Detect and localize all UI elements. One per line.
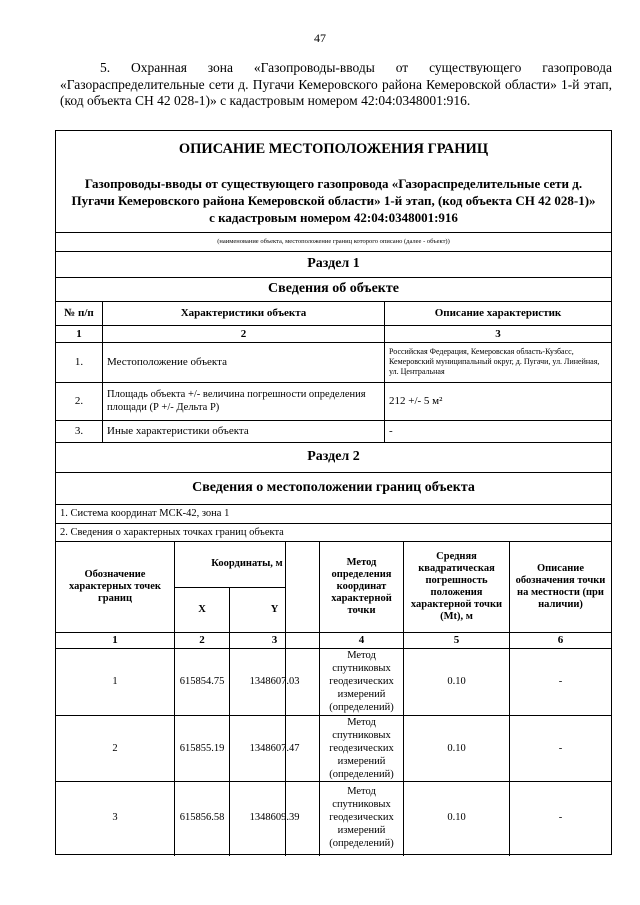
point-error: 0.10 (447, 676, 466, 687)
intro-text: 5. Охранная зона «Газопроводы-вводы от существующего газопровода «Газораспределительные сети д. Пугачи Кемеровского района Кемеровской области» 1-й этап, (код объекта СН 42 028-1)» с кадастровым номером 42:04:0348001:916. (60, 60, 612, 108)
document-title: ОПИСАНИЕ МЕСТОПОЛОЖЕНИЯ ГРАНИЦ (178, 140, 489, 157)
point-x: 615855.19 (179, 742, 225, 754)
object-name: Газопроводы-вводы от существующего газопровода «Газораспределительные сети д. Пугачи Кемеровского района Кемеровской области» 1-й этап, (код объекта СН 42 028-1)» с кадастровым номером 42:04:0348001:916 (71, 175, 596, 225)
s1-header-description: Описание характеристик (434, 307, 562, 319)
s2-header-method: Метод определения координат характерной точки (331, 556, 392, 616)
s2-col-num: 2 (199, 634, 205, 646)
s1-col-num: 1 (76, 327, 82, 340)
point-id: 1 (112, 676, 118, 687)
s1-row-name: Площадь объекта +/- величина погрешности определения площади (Р +/- Дельта Р) (107, 389, 366, 413)
point-error: 0.10 (447, 742, 466, 754)
point-id: 2 (112, 742, 118, 754)
coordinate-system: 1. Система координат МСК-42, зона 1 (60, 508, 230, 519)
s1-header-characteristic: Характеристики объекта (180, 307, 307, 319)
s1-row-num: 3. (74, 425, 84, 437)
point-x: 615856.58 (179, 812, 225, 823)
s2-col-num: 1 (112, 634, 118, 646)
point-desc: - (558, 676, 563, 687)
point-method: Метод спутниковых геодезических измерений (определений) (329, 716, 394, 780)
s2-col-num: 5 (453, 634, 460, 646)
points-caption: 2. Сведения о характерных точках границ объекта (60, 526, 284, 538)
section2-subtitle: Сведения о местоположении границ объекта (192, 480, 475, 495)
point-method: Метод спутниковых геодезических измерений (определений) (329, 650, 394, 713)
intro-paragraph (60, 60, 612, 110)
s2-col-num: 6 (557, 634, 564, 646)
section1-title: Раздел 1 (307, 256, 360, 271)
s2-header-point: Обозначение характерных точек границ (69, 568, 161, 604)
boundary-description-table (55, 130, 612, 855)
s2-header-y: Y (270, 604, 279, 615)
s2-col-num: 3 (271, 634, 278, 646)
point-method: Метод спутниковых геодезических измерений (определений) (329, 786, 394, 849)
s1-row-value: - (389, 425, 393, 437)
s1-header-num: № п/п (64, 307, 94, 319)
s1-row-name: Местоположение объекта (107, 356, 227, 368)
point-y: 1348609.39 (249, 812, 300, 823)
s1-row-num: 2. (74, 395, 84, 407)
point-desc: - (558, 812, 563, 823)
point-x: 615854.75 (179, 676, 225, 687)
section1-subtitle: Сведения об объекте (268, 281, 399, 296)
object-caption: (наименование объекта, местоположение границ которого описано (далее - объект)) (217, 238, 450, 245)
page-number: 47 (314, 31, 326, 45)
s2-header-x: X (198, 604, 206, 615)
s1-row-name: Иные характеристики объекта (107, 425, 249, 437)
s2-header-coords: Координаты, м (211, 558, 283, 569)
section2-title: Раздел 2 (307, 449, 360, 464)
s1-row-value: 212 +/- 5 м² (389, 395, 443, 407)
s1-row-value: Российская Федерация, Кемеровская область-Кузбасс, Кемеровский муниципальный округ, д. Пугачи, ул. Линейная, ул. Центральная (389, 347, 600, 376)
point-y: 1348607.03 (249, 676, 300, 687)
point-id: 3 (112, 812, 118, 823)
s1-row-num: 1. (74, 356, 84, 368)
s2-header-desc: Описание обозначения точки на местности (при наличии) (515, 562, 606, 610)
s2-header-error: Средняя квадратическая погрешность положения характерной точки (Mt), м (410, 550, 503, 622)
point-desc: - (558, 742, 563, 754)
s2-col-num: 4 (358, 634, 365, 646)
s1-col-num: 2 (240, 327, 247, 340)
s1-col-num: 3 (495, 327, 501, 340)
point-error: 0.10 (447, 812, 466, 823)
point-y: 1348607.47 (249, 742, 300, 754)
